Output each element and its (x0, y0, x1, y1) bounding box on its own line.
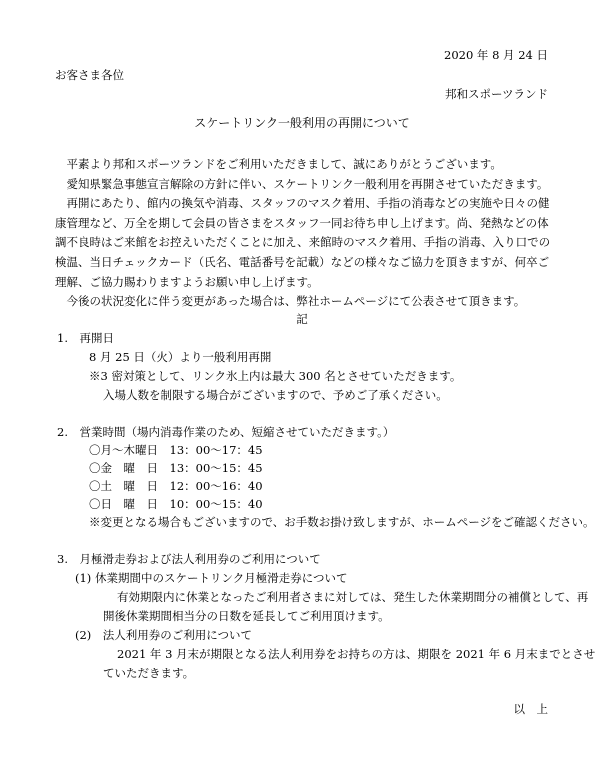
recipient: お客さま各位 (55, 68, 124, 82)
hours-sat: 〇土 曜 日 12：00～16：40 (89, 479, 263, 493)
intro-paragraph-3: 再開にあたり、館内の換気や消毒、スタッフのマスク着用、手指の消毒などの実施や日々の健康管理など、万全を期して会員の皆さまをスタッフ一同お待ち申し上げます。尚、発熱などの体調不良時はご来館をお控えいただくことに加え、来館時のマスク着用、手指の消毒、入り口での検温、当日チェックカード（氏名、電話番号を記載）などの様々なご協力を頂きますが、何卒ご理解、ご協力賜わりますようお願い申し上げます。 (55, 196, 551, 289)
subsection1-line-1: 有効期限内に休業となったご利用者さまに対しては、発生した休業期間分の補償として、再 (117, 590, 589, 604)
intro-paragraph-2: 愛知県緊急事態宣言解除の方針に伴い、スケートリンク一般利用を再開させていただきます。 (66, 176, 549, 191)
hours-mon-thu: 〇月～木曜日 13：00～17：45 (89, 443, 263, 457)
reopen-date: 8 月 25 日（火）より一般利用再開 (89, 350, 272, 364)
intro-paragraph-1: 平素より邦和スポーツランドをご利用いただきまして、誠にありがとうございます。 (66, 157, 502, 171)
intro-body (55, 155, 555, 312)
subsection2-line-2: ていただきます。 (103, 666, 195, 680)
sender: 邦和スポーツランド (444, 87, 548, 101)
hours-change-note: ※変更となる場合もございますので、お手数お掛け致しますが、ホームページをご確認ください。 (89, 515, 595, 529)
subsection1-line-2: 開後休業期間相当分の日数を延長してご利用頂けます。 (103, 609, 390, 623)
subsection2-line-1: 2021 年 3 月末が期限となる法人利用券をお持ちの方は、期限を 2021 年 6 月末までとさせ (117, 647, 596, 661)
section1-heading: 1. 再開日 (57, 331, 114, 345)
intro-paragraph-4: 今後の状況変化に伴う変更があった場合は、弊社ホームページにて公表させて頂きます。 (66, 294, 526, 309)
capacity-note: ※3 密対策として、リンク氷上内は最大 300 名とさせていただきます。 (89, 369, 462, 383)
hours-fri: 〇金 曜 日 13：00～15：45 (89, 461, 263, 475)
hours-sun: 〇日 曜 日 10：00～15：40 (89, 497, 263, 511)
document-title: スケートリンク一般利用の再開について (194, 116, 410, 130)
closing-mark: 以 上 (513, 702, 548, 716)
section2-heading: 2. 営業時間（場内消毒作業のため、短縮させていただきます。） (57, 425, 395, 439)
document-date: 2020 年 8 月 24 日 (444, 48, 548, 62)
subsection1-heading: (1) 休業期間中のスケートリンク月極滑走券について (75, 571, 348, 585)
section3-heading: 3. 月極滑走券および法人利用券のご利用について (57, 552, 321, 566)
admission-limit-note: 入場人数を制限する場合がございますので、予めご了承ください。 (103, 388, 448, 402)
ki-marker: 記 (296, 312, 308, 326)
subsection2-heading: (2) 法人利用券のご利用について (75, 628, 253, 642)
